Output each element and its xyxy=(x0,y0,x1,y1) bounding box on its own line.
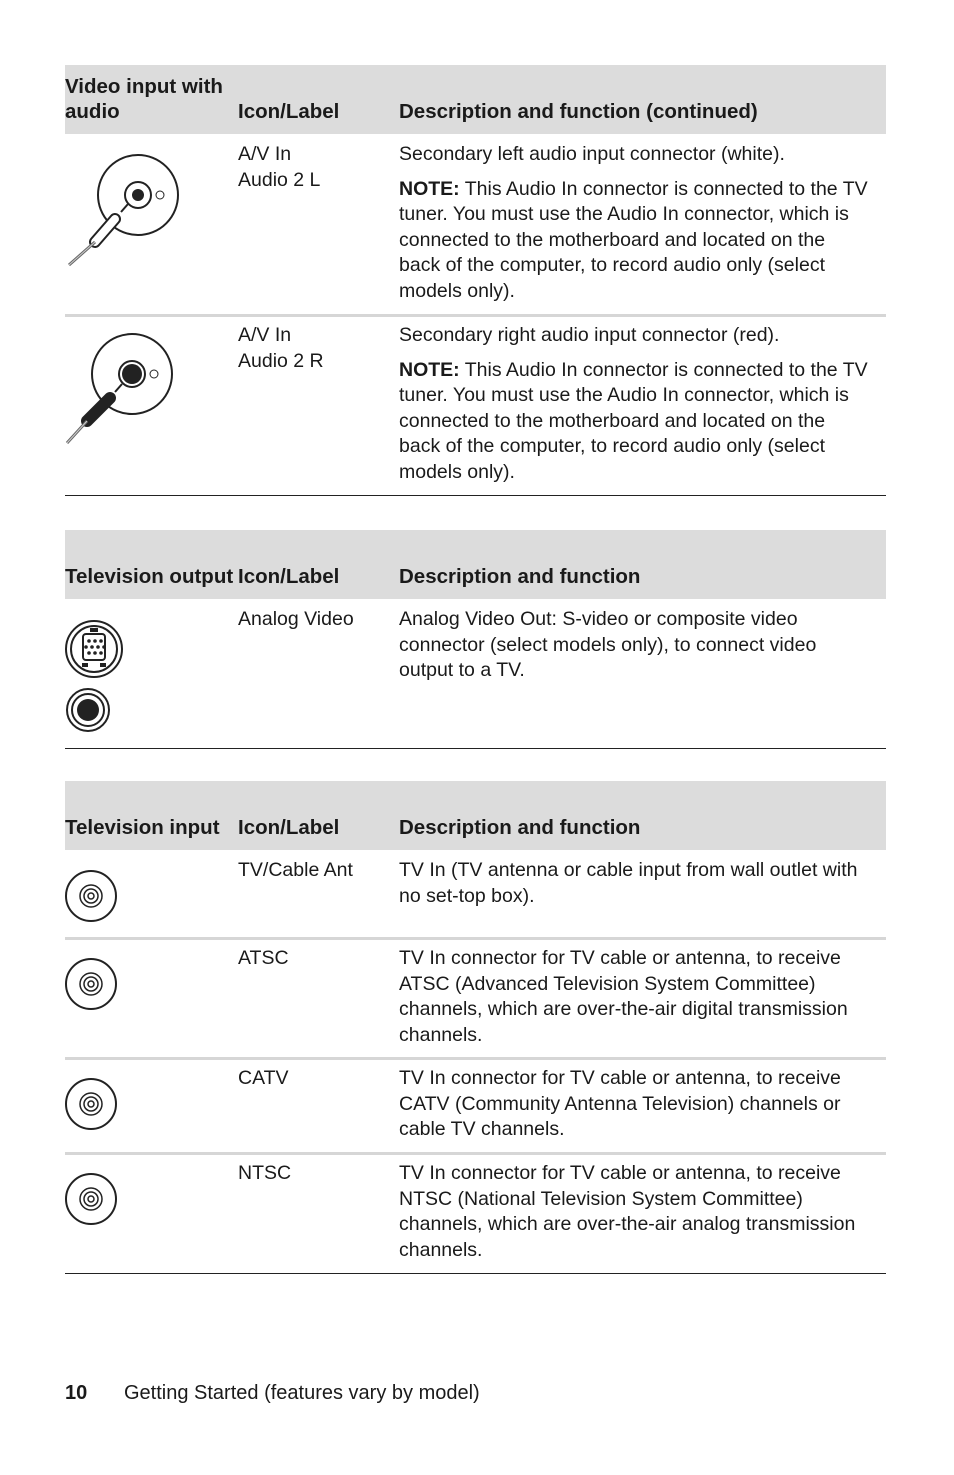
row-label: CATV xyxy=(238,1067,289,1089)
footer-title: Getting Started (features vary by model) xyxy=(124,1382,480,1404)
row-label: A/V In Audio 2 R xyxy=(238,324,324,372)
note xyxy=(399,177,869,305)
coax-connector-icon xyxy=(65,1058,125,1143)
description-text: TV In connector for TV cable or antenna, to receive ATSC (Advanced Television System Committee) channels, which are over-the-air digital transmission channels. xyxy=(399,947,848,1046)
header-col-3: Description and function xyxy=(399,816,641,839)
coax-connector-icon xyxy=(65,850,125,935)
header-col-2: Icon/Label xyxy=(238,565,340,588)
description-text: Secondary left audio input connector (white). xyxy=(399,143,785,165)
header-col-1: Television output xyxy=(65,565,234,588)
description-text: TV In (TV antenna or cable input from wall outlet with no set-top box). xyxy=(399,859,858,907)
row-label: TV/Cable Ant xyxy=(238,859,353,881)
row-description xyxy=(399,946,869,1048)
note-text: This Audio In connector is connected to the TV tuner. You must use the Audio In connector, which is connected to the motherboard and located on the back of the computer, to record audio only (select models only). xyxy=(399,358,868,483)
table-header xyxy=(65,65,886,134)
header-col-2: Icon/Label xyxy=(238,100,340,123)
header-col-3: Description and function (continued) xyxy=(399,100,758,123)
page-number: 10 xyxy=(65,1382,88,1404)
row-description xyxy=(399,323,869,485)
row-description xyxy=(399,858,869,909)
row-label: Analog Video xyxy=(238,608,354,630)
coax-connector-icon xyxy=(65,1153,125,1238)
header-col-1: Television input xyxy=(65,816,220,839)
header-col-2: Icon/Label xyxy=(238,816,340,839)
table-row xyxy=(65,599,886,749)
table-bottom-rule xyxy=(65,495,886,496)
table-header xyxy=(65,530,886,599)
row-label: NTSC xyxy=(238,1162,292,1184)
audio-left-connector-icon xyxy=(65,134,185,289)
note-label: NOTE: xyxy=(399,358,460,381)
row-label: A/V In Audio 2 L xyxy=(238,143,321,191)
table-row xyxy=(65,1153,886,1274)
table-row xyxy=(65,850,886,938)
coax-connector-icon xyxy=(65,938,125,1023)
s-video-and-composite-icon xyxy=(65,599,135,744)
page-footer xyxy=(65,1380,480,1406)
row-description xyxy=(399,142,869,304)
note-label: NOTE: xyxy=(399,177,460,200)
table-video-input-with-audio xyxy=(65,65,886,496)
header-col-3: Description and function xyxy=(399,565,641,588)
description-text: Secondary right audio input connector (red). xyxy=(399,324,780,346)
row-description xyxy=(399,1066,869,1143)
note-text: This Audio In connector is connected to the TV tuner. You must use the Audio In connector, which is connected to the motherboard and located on the back of the computer, to record audio only (select models only). xyxy=(399,177,868,302)
table-television-input xyxy=(65,781,886,1274)
description-text: TV In connector for TV cable or antenna, to receive NTSC (National Television System Committee) channels, which are over-the-air analog transmission channels. xyxy=(399,1162,856,1261)
header-col-1: Video input with audio xyxy=(65,75,223,123)
description-text: TV In connector for TV cable or antenna, to receive CATV (Community Antenna Television) channels or cable TV channels. xyxy=(399,1067,841,1140)
table-row xyxy=(65,134,886,315)
table-header xyxy=(65,781,886,850)
audio-right-connector-icon xyxy=(65,315,185,470)
table-bottom-rule xyxy=(65,1273,886,1274)
note xyxy=(399,358,869,486)
table-row xyxy=(65,938,886,1058)
table-row xyxy=(65,315,886,496)
table-bottom-rule xyxy=(65,748,886,749)
description-text: Analog Video Out: S-video or composite video connector (select models only), to connect video output to a TV. xyxy=(399,608,817,681)
table-row xyxy=(65,1058,886,1153)
table-television-output xyxy=(65,530,886,749)
row-description xyxy=(399,1161,869,1263)
row-label: ATSC xyxy=(238,947,289,969)
row-description xyxy=(399,607,869,684)
